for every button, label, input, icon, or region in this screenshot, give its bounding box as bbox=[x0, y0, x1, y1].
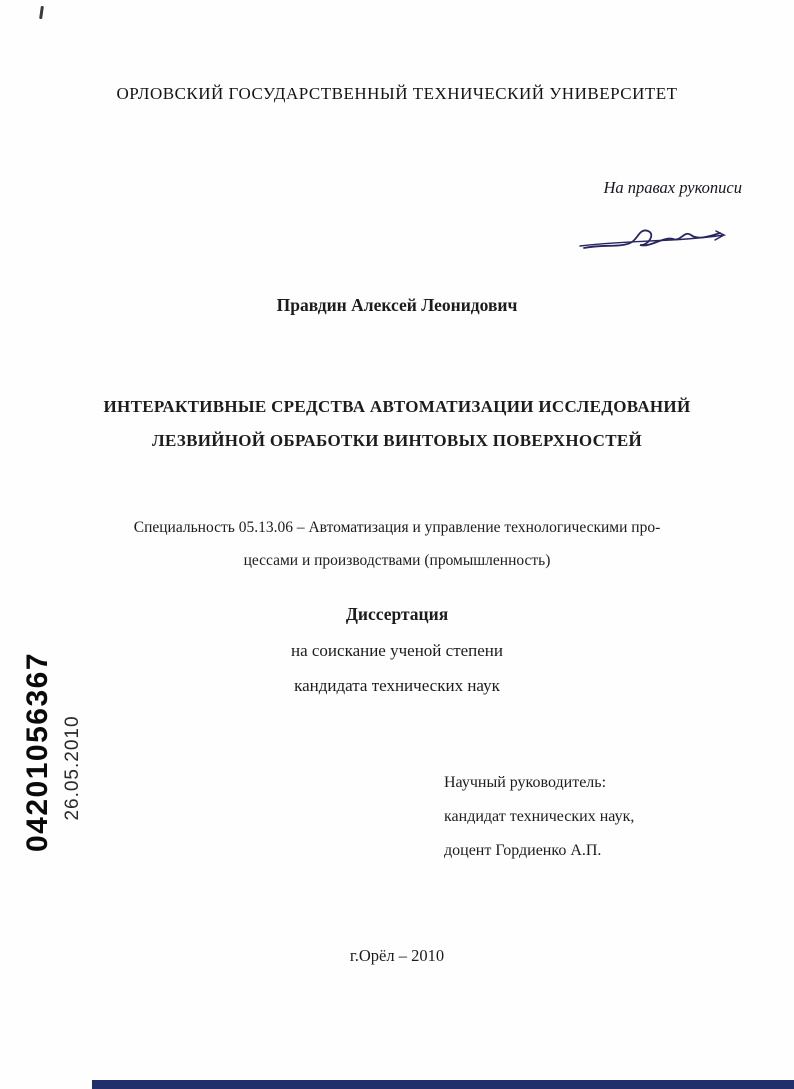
title-line-1: ИНТЕРАКТИВНЫЕ СРЕДСТВА АВТОМАТИЗАЦИИ ИССЛЕДОВАНИЙ bbox=[103, 397, 691, 416]
supervisor-name: доцент Гордиенко А.П. bbox=[444, 842, 602, 859]
author-name: Правдин Алексей Леонидович bbox=[276, 295, 518, 315]
pen-mark bbox=[39, 6, 44, 19]
supervisor-degree: кандидат технических наук, bbox=[444, 808, 635, 825]
accession-number-stamp: 04201056367 bbox=[21, 651, 54, 853]
degree-line-1: на соискание ученой степени bbox=[290, 641, 504, 660]
specialty bbox=[0, 511, 794, 577]
manuscript-rights-note: На правах рукописи bbox=[603, 178, 742, 197]
supervisor-block bbox=[444, 766, 634, 868]
specialty-line-1: Специальность 05.13.06 – Автоматизация и управление технологическими про- bbox=[133, 519, 661, 536]
title-line-2: ЛЕЗВИЙНОЙ ОБРАБОТКИ ВИНТОВЫХ ПОВЕРХНОСТЕЙ bbox=[151, 431, 643, 450]
dissertation-title bbox=[0, 390, 794, 458]
supervisor-label: Научный руководитель: bbox=[444, 774, 607, 791]
scan-edge-bar bbox=[92, 1080, 794, 1089]
university-name: ОРЛОВСКИЙ ГОСУДАРСТВЕННЫЙ ТЕХНИЧЕСКИЙ УНИВЕРСИТЕТ bbox=[116, 84, 678, 103]
degree-line-2: кандидата технических наук bbox=[294, 676, 500, 695]
city-year: г.Орёл – 2010 bbox=[349, 946, 445, 965]
accession-date-stamp: 26.05.2010 bbox=[62, 715, 83, 821]
signature bbox=[578, 218, 728, 264]
work-type: Диссертация bbox=[345, 604, 449, 624]
specialty-line-2: цессами и производствами (промышленность) bbox=[243, 552, 551, 569]
